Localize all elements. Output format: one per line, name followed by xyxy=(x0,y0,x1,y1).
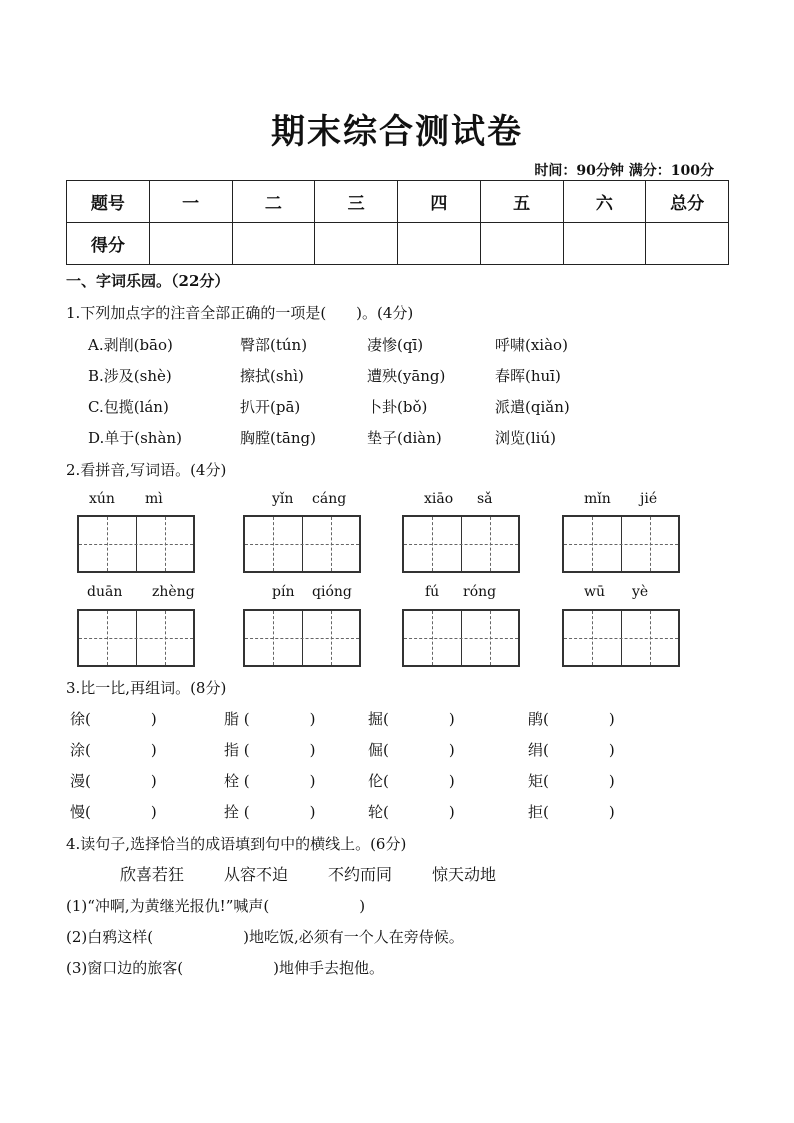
pinyin-label: mì xyxy=(145,491,163,507)
score-header-cell: 题号 xyxy=(67,181,150,223)
question-4-prompt: 4.读句子,选择恰当的成语填到句中的横线上。(6分) xyxy=(66,835,407,853)
pinyin-label: sǎ xyxy=(477,491,493,507)
q1-word: 擦拭(shì) xyxy=(240,367,304,385)
pinyin-label: róng xyxy=(463,584,497,600)
pinyin-label: zhèng xyxy=(152,584,195,600)
score-header-cell: 六 xyxy=(563,181,646,223)
q1-option[interactable]: C.包揽(lán) xyxy=(88,398,169,416)
page-title: 期末综合测试卷 xyxy=(271,112,523,152)
compare-item[interactable]: 矩( ) xyxy=(528,772,615,790)
score-header-cell: 二 xyxy=(232,181,315,223)
pinyin-label: qióng xyxy=(312,584,352,600)
compare-item[interactable]: 指 ( ) xyxy=(224,741,316,759)
score-cell[interactable] xyxy=(563,223,646,265)
compare-item[interactable]: 掘( ) xyxy=(368,710,455,728)
q4-sentence[interactable]: (3)窗口边的旅客( )地伸手去抱他。 xyxy=(66,959,384,977)
compare-item[interactable]: 绢( ) xyxy=(528,741,615,759)
writing-grid[interactable] xyxy=(77,515,195,573)
writing-grid[interactable] xyxy=(562,515,680,573)
score-row-label: 得分 xyxy=(67,223,150,265)
idiom-choice: 不约而同 xyxy=(328,865,393,884)
score-header-cell: 三 xyxy=(315,181,398,223)
pinyin-label: jié xyxy=(640,491,658,507)
idiom-choice: 欣喜若狂 xyxy=(120,865,185,884)
question-3-prompt: 3.比一比,再组词。(8分) xyxy=(66,679,227,697)
question-2-prompt: 2.看拼音,写词语。(4分) xyxy=(66,461,227,479)
pinyin-label: duān xyxy=(87,584,123,600)
q1-option[interactable]: B.涉及(shè) xyxy=(88,367,172,385)
score-table xyxy=(66,180,729,265)
compare-item[interactable]: 拒( ) xyxy=(528,803,615,821)
q1-option[interactable]: A.剥削(bāo) xyxy=(88,336,173,354)
q1-word: 凄惨(qī) xyxy=(367,336,424,354)
q1-word: 扒开(pā) xyxy=(240,398,301,416)
q1-word: 臀部(tún) xyxy=(240,336,308,354)
pinyin-label: pín xyxy=(272,584,295,600)
compare-item[interactable]: 伦( ) xyxy=(368,772,455,790)
q1-word: 浏览(liú) xyxy=(495,429,556,447)
pinyin-label: mǐn xyxy=(584,491,611,507)
q1-word: 垫子(diàn) xyxy=(367,429,442,447)
compare-item[interactable]: 轮( ) xyxy=(368,803,455,821)
score-header-cell: 总分 xyxy=(646,181,729,223)
compare-item[interactable]: 鹃( ) xyxy=(528,710,615,728)
q1-word: 派遣(qiǎn) xyxy=(495,398,570,416)
q1-word: 呼啸(xiào) xyxy=(495,336,568,354)
q1-word: 遭殃(yāng) xyxy=(367,367,446,385)
q4-sentence[interactable]: (1)“冲啊,为黄继光报仇!”喊声( ) xyxy=(66,897,366,915)
pinyin-label: wū xyxy=(584,584,605,600)
compare-item[interactable]: 涂( ) xyxy=(70,741,157,759)
q4-sentence[interactable]: (2)白鸦这样( )地吃饭,必须有一个人在旁侍候。 xyxy=(66,928,464,946)
writing-grid[interactable] xyxy=(77,609,195,667)
score-cell[interactable] xyxy=(646,223,729,265)
q1-word: 卜卦(bǒ) xyxy=(367,398,428,416)
score-cell[interactable] xyxy=(480,223,563,265)
pinyin-label: cáng xyxy=(312,491,347,507)
score-cell[interactable] xyxy=(149,223,232,265)
question-1-prompt: 1.下列加点字的注音全部正确的一项是( )。(4分) xyxy=(66,304,414,322)
score-header-cell: 四 xyxy=(398,181,481,223)
score-cell[interactable] xyxy=(398,223,481,265)
writing-grid[interactable] xyxy=(402,609,520,667)
pinyin-label: xiāo xyxy=(424,491,454,507)
pinyin-label: yǐn xyxy=(272,491,294,507)
q1-word: 胸膛(tāng) xyxy=(240,429,316,447)
idiom-choice: 从容不迫 xyxy=(224,865,289,884)
compare-item[interactable]: 徐( ) xyxy=(70,710,157,728)
writing-grid[interactable] xyxy=(402,515,520,573)
pinyin-label: yè xyxy=(632,584,649,600)
compare-item[interactable]: 倔( ) xyxy=(368,741,455,759)
writing-grid[interactable] xyxy=(243,515,361,573)
score-cell[interactable] xyxy=(232,223,315,265)
score-cell[interactable] xyxy=(315,223,398,265)
q1-option[interactable]: D.单于(shàn) xyxy=(88,429,182,447)
compare-item[interactable]: 漫( ) xyxy=(70,772,157,790)
writing-grid[interactable] xyxy=(243,609,361,667)
writing-grid[interactable] xyxy=(562,609,680,667)
score-header-cell: 一 xyxy=(149,181,232,223)
compare-item[interactable]: 栓 ( ) xyxy=(224,772,316,790)
compare-item[interactable]: 拴 ( ) xyxy=(224,803,316,821)
score-table-score-row xyxy=(67,223,729,265)
compare-item[interactable]: 慢( ) xyxy=(70,803,157,821)
compare-item[interactable]: 脂 ( ) xyxy=(224,710,316,728)
section-heading: 一、字词乐园。（22分） xyxy=(66,272,230,290)
time-info: 时间：90分钟 满分：100分 xyxy=(534,163,714,179)
pinyin-label: xún xyxy=(89,491,115,507)
score-table-header-row xyxy=(67,181,729,223)
score-header-cell: 五 xyxy=(480,181,563,223)
idiom-choice: 惊天动地 xyxy=(432,865,497,884)
q1-word: 春晖(huī) xyxy=(495,367,561,385)
pinyin-label: fú xyxy=(425,584,440,600)
